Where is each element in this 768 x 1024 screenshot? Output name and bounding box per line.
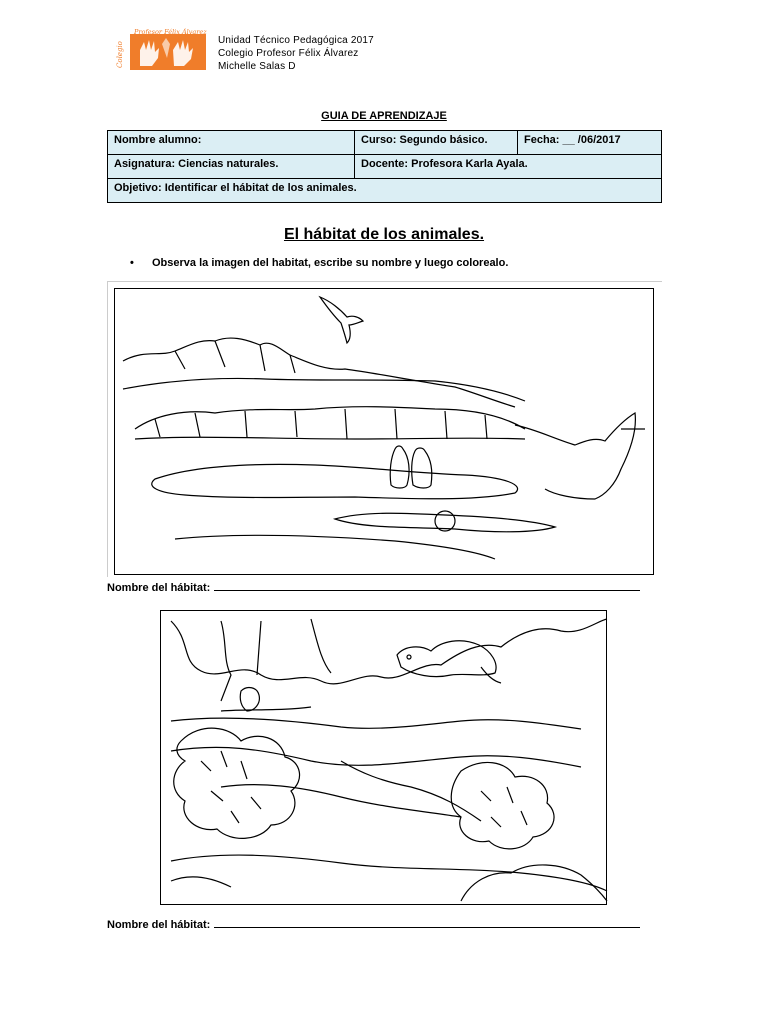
forest-habitat-illustration xyxy=(160,610,607,905)
teacher-cell: Docente: Profesora Karla Ayala. xyxy=(355,155,662,179)
course-cell: Curso: Segundo básico. xyxy=(355,131,518,155)
polar-habitat-illustration xyxy=(114,288,654,575)
habitat-name-line-1 xyxy=(107,582,640,594)
school-logo xyxy=(118,28,208,72)
instruction xyxy=(130,257,508,269)
subject-cell: Asignatura: Ciencias naturales. xyxy=(108,155,355,179)
habitat-prompt-label: Nombre del hábitat: xyxy=(107,582,211,594)
habitat-name-line-2 xyxy=(107,919,640,931)
bullet-icon: • xyxy=(130,257,134,269)
student-name-cell: Nombre alumno: xyxy=(108,131,355,155)
date-cell: Fecha: __ /06/2017 xyxy=(518,131,662,155)
habitat-prompt-label: Nombre del hábitat: xyxy=(107,919,211,931)
guide-title: GUIA DE APRENDIZAJE xyxy=(321,110,447,122)
objective-cell: Objetivo: Identificar el hábitat de los animales. xyxy=(108,179,662,203)
habitat-answer-blank[interactable] xyxy=(214,582,640,591)
student-info-table xyxy=(107,130,662,203)
svg-text:Profesor Félix Álvarez: Profesor Félix Álvarez xyxy=(134,28,207,36)
header-line-unit: Unidad Técnico Pedagógica 2017 xyxy=(218,35,374,46)
habitat-answer-blank[interactable] xyxy=(214,919,640,928)
header-line-school: Colegio Profesor Félix Álvarez xyxy=(218,48,359,59)
instruction-text: Observa la imagen del habitat, escribe su nombre y luego colorealo. xyxy=(152,257,509,269)
main-title: El hábitat de los animales. xyxy=(283,226,485,243)
svg-text:Colegio: Colegio xyxy=(116,41,124,68)
header-info xyxy=(218,34,374,73)
header-line-author: Michelle Salas D xyxy=(218,61,296,72)
